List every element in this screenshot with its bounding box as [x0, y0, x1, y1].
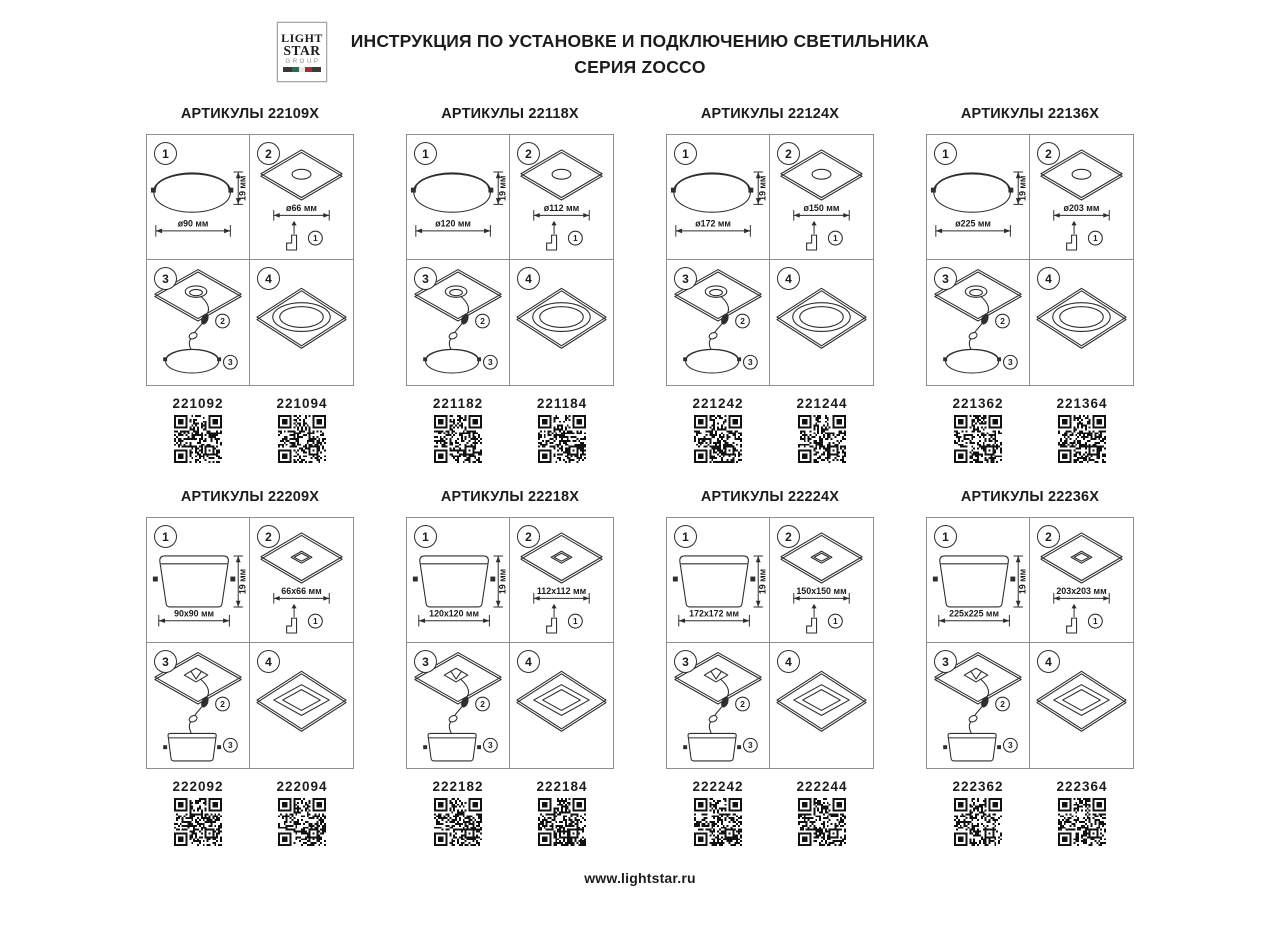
- ceiling-edge-step-icon: [287, 604, 297, 633]
- cutout-label: ø150 мм: [803, 202, 840, 213]
- ref-3-badge: [1004, 738, 1018, 752]
- title-line-1: ИНСТРУКЦИЯ ПО УСТАНОВКЕ И ПОДКЛЮЧЕНИЮ СВЕТИЛЬНИКА: [350, 31, 930, 51]
- ref-3-badge: [224, 355, 238, 369]
- ref-2-badge: [216, 314, 230, 328]
- ref-2-badge: [476, 697, 490, 711]
- installation-steps-box: [926, 134, 1134, 386]
- round-fixture: [683, 349, 741, 373]
- svg-text:3: 3: [488, 740, 493, 751]
- svg-text:1: 1: [573, 233, 578, 244]
- product-panel: [666, 489, 874, 846]
- square-fixture: [683, 733, 741, 760]
- height-dimension: [1014, 172, 1028, 204]
- step-3-cell: [927, 643, 1030, 768]
- width-dimension: [679, 608, 750, 626]
- cutout-label: 66x66 мм: [281, 585, 322, 596]
- svg-text:2: 2: [220, 315, 225, 326]
- step-3-cell: [667, 260, 770, 385]
- step-3-cell: [927, 260, 1030, 385]
- svg-text:3: 3: [1008, 357, 1013, 368]
- width-dimension: [416, 218, 491, 236]
- article-item: [250, 779, 354, 846]
- cutout-label: ø203 мм: [1063, 202, 1100, 213]
- product-panel: [406, 489, 614, 846]
- ref-3-badge: [744, 355, 758, 369]
- step-1-cell: [147, 518, 250, 643]
- height-label: 19 мм: [757, 175, 768, 201]
- step-4-badge: 4: [517, 650, 540, 673]
- height-label: 19 мм: [497, 175, 508, 201]
- width-dimension: [156, 218, 231, 236]
- article-item: [510, 396, 614, 463]
- step-2-cell: [770, 518, 873, 643]
- step-4-badge: 4: [1037, 267, 1060, 290]
- ref-1-badge: [308, 231, 322, 245]
- panel-title: АРТИКУЛЫ 22218X: [440, 489, 580, 505]
- step-1-cell: [407, 518, 510, 643]
- ceiling-edge-step-icon: [1067, 221, 1077, 250]
- step-4-badge: 4: [1037, 650, 1060, 673]
- qr-code: [174, 415, 222, 463]
- articles-row: [406, 396, 614, 463]
- logo-text-group: GROUP: [285, 59, 321, 66]
- step-1-badge: 1: [154, 142, 177, 165]
- installation-steps-box: [666, 134, 874, 386]
- article-item: [146, 779, 250, 846]
- svg-text:2: 2: [1000, 315, 1005, 326]
- step-1-badge: 1: [674, 142, 697, 165]
- svg-text:1: 1: [833, 616, 838, 627]
- article-number: 222184: [536, 779, 588, 794]
- round-fixture: [163, 349, 221, 373]
- step-1-badge: 1: [154, 525, 177, 548]
- article-number: 222364: [1056, 779, 1108, 794]
- svg-text:3: 3: [228, 740, 233, 751]
- svg-text:1: 1: [313, 233, 318, 244]
- svg-text:1: 1: [1093, 616, 1098, 627]
- height-label: 19 мм: [757, 568, 768, 595]
- step-1-badge: 1: [934, 142, 957, 165]
- step-3-cell: [407, 643, 510, 768]
- step-2-cell: [510, 135, 613, 260]
- articles-row: [146, 779, 354, 846]
- ref-1-badge: [568, 614, 582, 628]
- step-3-badge: 3: [934, 650, 957, 673]
- step-3-badge: 3: [674, 267, 697, 290]
- width-label: ø225 мм: [955, 218, 991, 229]
- svg-text:3: 3: [748, 740, 753, 751]
- step-1-cell: [407, 135, 510, 260]
- articles-row: [926, 396, 1134, 463]
- svg-text:3: 3: [488, 357, 493, 368]
- panel-title: АРТИКУЛЫ 22118X: [441, 106, 579, 122]
- step-3-badge: 3: [154, 267, 177, 290]
- ceiling-edge-step-icon: [807, 604, 817, 633]
- step-2-badge: 2: [257, 142, 280, 165]
- logo-flag-stripe: [283, 67, 321, 72]
- step-4-badge: 4: [257, 267, 280, 290]
- installation-steps-box: [406, 517, 614, 769]
- cutout-dimension: [534, 586, 589, 603]
- step-4-badge: 4: [517, 267, 540, 290]
- step-3-cell: [147, 260, 250, 385]
- svg-text:2: 2: [740, 698, 745, 709]
- square-fixture: [423, 733, 481, 760]
- step-1-cell: [667, 518, 770, 643]
- width-label: 225x225 мм: [949, 608, 999, 619]
- title-line-2: СЕРИЯ ZOCCO: [574, 57, 706, 77]
- cutout-dimension: [1054, 586, 1109, 603]
- article-item: [666, 779, 770, 846]
- step-3-badge: 3: [154, 650, 177, 673]
- ref-2-badge: [476, 314, 490, 328]
- ceiling-edge-step-icon: [287, 221, 297, 250]
- wire: [968, 297, 990, 350]
- svg-text:3: 3: [228, 357, 233, 368]
- qr-code: [798, 798, 846, 846]
- step-2-cell: [250, 135, 353, 260]
- product-panel: [146, 106, 354, 463]
- panel-title: АРТИКУЛЫ 22124X: [700, 106, 840, 122]
- width-dimension: [939, 608, 1010, 626]
- step-3-cell: [667, 643, 770, 768]
- product-panel: [926, 106, 1134, 463]
- product-panel: [406, 106, 614, 463]
- qr-code: [694, 798, 742, 846]
- ceiling-edge-step-icon: [1067, 604, 1077, 633]
- step-3-cell: [407, 260, 510, 385]
- height-label: 19 мм: [1017, 175, 1028, 201]
- lightstar-logo: [277, 22, 327, 82]
- ref-2-badge: [736, 697, 750, 711]
- wire: [448, 297, 470, 350]
- round-fixture: [423, 349, 481, 373]
- step-2-cell: [770, 135, 873, 260]
- cutout-dimension: [274, 586, 329, 603]
- qr-code: [1058, 415, 1106, 463]
- svg-text:1: 1: [573, 616, 578, 627]
- step-2-badge: 2: [777, 142, 800, 165]
- svg-text:2: 2: [740, 315, 745, 326]
- article-number: 222094: [276, 779, 328, 794]
- article-number: 222092: [172, 779, 224, 794]
- qr-code: [538, 415, 586, 463]
- height-dimension: [494, 556, 508, 607]
- ceiling-edge-step-icon: [807, 221, 817, 250]
- article-number: 222362: [952, 779, 1004, 794]
- step-2-badge: 2: [517, 525, 540, 548]
- ref-3-badge: [484, 738, 498, 752]
- installation-steps-box: [406, 134, 614, 386]
- article-number: 221182: [432, 396, 484, 411]
- square-fixture: [163, 733, 221, 760]
- logo-text-light: LIGHT: [281, 31, 323, 46]
- round-fixture: [943, 349, 1001, 373]
- articles-row: [666, 396, 874, 463]
- cutout-dimension: [794, 586, 849, 603]
- article-number: 222182: [432, 779, 484, 794]
- width-dimension: [419, 608, 490, 626]
- step-4-cell: [1030, 643, 1133, 768]
- wire: [188, 680, 210, 733]
- height-dimension: [234, 172, 248, 204]
- ref-2-badge: [216, 697, 230, 711]
- installation-steps-box: [146, 517, 354, 769]
- width-label: 172x172 мм: [689, 608, 739, 619]
- article-number: 221092: [172, 396, 224, 411]
- svg-text:2: 2: [480, 698, 485, 709]
- ref-2-badge: [996, 314, 1010, 328]
- article-item: [926, 396, 1030, 463]
- width-label: ø90 мм: [177, 218, 209, 229]
- page-footer: [0, 870, 1280, 886]
- document-title: [0, 22, 1280, 80]
- width-dimension: [936, 218, 1011, 236]
- svg-text:2: 2: [220, 698, 225, 709]
- step-2-cell: [1030, 518, 1133, 643]
- qr-code: [278, 798, 326, 846]
- logo-text-star: STAR: [283, 43, 321, 59]
- height-dimension: [234, 556, 248, 607]
- panel-title: АРТИКУЛЫ 22236X: [960, 489, 1100, 505]
- qr-code: [538, 798, 586, 846]
- article-number: 221362: [952, 396, 1004, 411]
- svg-text:1: 1: [833, 233, 838, 244]
- article-number: 221364: [1056, 396, 1108, 411]
- articles-row: [926, 779, 1134, 846]
- step-1-cell: [927, 135, 1030, 260]
- panel-title: АРТИКУЛЫ 22209X: [180, 489, 320, 505]
- height-dimension: [754, 172, 768, 204]
- wire: [708, 297, 730, 350]
- height-dimension: [1014, 556, 1028, 607]
- product-panel: [666, 106, 874, 463]
- article-item: [510, 779, 614, 846]
- page-header: [0, 22, 1280, 86]
- width-label: 90x90 мм: [174, 608, 215, 619]
- articles-row: [146, 396, 354, 463]
- step-2-cell: [250, 518, 353, 643]
- qr-code: [1058, 798, 1106, 846]
- step-1-cell: [927, 518, 1030, 643]
- step-4-cell: [250, 643, 353, 768]
- width-dimension: [159, 608, 230, 626]
- qr-code: [954, 415, 1002, 463]
- step-1-badge: 1: [934, 525, 957, 548]
- wire: [708, 680, 730, 733]
- article-item: [1030, 779, 1134, 846]
- cutout-dimension: [794, 203, 849, 220]
- ref-2-badge: [736, 314, 750, 328]
- cutout-label: 150x150 мм: [796, 585, 847, 596]
- step-4-badge: 4: [777, 267, 800, 290]
- step-4-cell: [510, 260, 613, 385]
- cutout-dimension: [1054, 203, 1109, 220]
- qr-code: [174, 798, 222, 846]
- ref-1-badge: [828, 614, 842, 628]
- height-label: 19 мм: [237, 175, 248, 201]
- ref-1-badge: [828, 231, 842, 245]
- article-number: 221242: [692, 396, 744, 411]
- step-1-badge: 1: [414, 142, 437, 165]
- qr-code: [434, 415, 482, 463]
- step-2-badge: 2: [777, 525, 800, 548]
- articles-row: [406, 779, 614, 846]
- svg-text:3: 3: [1008, 740, 1013, 751]
- ref-2-badge: [996, 697, 1010, 711]
- step-1-cell: [147, 135, 250, 260]
- step-4-cell: [770, 643, 873, 768]
- article-item: [1030, 396, 1134, 463]
- wire: [968, 680, 990, 733]
- step-4-cell: [1030, 260, 1133, 385]
- cutout-label: ø112 мм: [543, 202, 580, 213]
- step-1-cell: [667, 135, 770, 260]
- article-item: [146, 396, 250, 463]
- svg-text:2: 2: [480, 315, 485, 326]
- width-label: 120x120 мм: [429, 608, 479, 619]
- ref-1-badge: [308, 614, 322, 628]
- svg-text:1: 1: [313, 616, 318, 627]
- svg-text:3: 3: [748, 357, 753, 368]
- cutout-label: ø66 мм: [286, 202, 317, 213]
- panels-grid: [146, 106, 1134, 846]
- ref-1-badge: [568, 231, 582, 245]
- qr-code: [278, 415, 326, 463]
- square-fixture: [943, 733, 1001, 760]
- panel-title: АРТИКУЛЫ 22109X: [180, 106, 320, 122]
- wire: [188, 297, 210, 350]
- step-4-cell: [770, 260, 873, 385]
- wire: [448, 680, 470, 733]
- step-2-badge: 2: [1037, 525, 1060, 548]
- installation-steps-box: [926, 517, 1134, 769]
- height-dimension: [494, 172, 508, 204]
- height-label: 19 мм: [1017, 568, 1028, 595]
- step-2-badge: 2: [517, 142, 540, 165]
- panel-title: АРТИКУЛЫ 22136X: [960, 106, 1100, 122]
- article-item: [926, 779, 1030, 846]
- ref-1-badge: [1088, 231, 1102, 245]
- articles-row: [666, 779, 874, 846]
- article-item: [250, 396, 354, 463]
- ref-3-badge: [1004, 355, 1018, 369]
- step-2-badge: 2: [1037, 142, 1060, 165]
- ref-3-badge: [224, 738, 238, 752]
- step-1-badge: 1: [674, 525, 697, 548]
- step-2-badge: 2: [257, 525, 280, 548]
- ceiling-edge-step-icon: [547, 221, 557, 250]
- installation-steps-box: [146, 134, 354, 386]
- height-dimension: [754, 556, 768, 607]
- step-3-badge: 3: [414, 650, 437, 673]
- step-2-cell: [510, 518, 613, 643]
- step-4-badge: 4: [777, 650, 800, 673]
- article-number: 221184: [536, 396, 588, 411]
- width-dimension: [676, 218, 751, 236]
- height-label: 19 мм: [497, 568, 508, 595]
- step-3-badge: 3: [414, 267, 437, 290]
- panel-title: АРТИКУЛЫ 22224X: [700, 489, 840, 505]
- installation-steps-box: [666, 517, 874, 769]
- ceiling-edge-step-icon: [547, 604, 557, 633]
- svg-text:2: 2: [1000, 698, 1005, 709]
- step-2-cell: [1030, 135, 1133, 260]
- width-label: ø120 мм: [435, 218, 471, 229]
- article-number: 222244: [796, 779, 848, 794]
- article-number: 221244: [796, 396, 848, 411]
- article-item: [406, 779, 510, 846]
- ref-3-badge: [744, 738, 758, 752]
- product-panel: [146, 489, 354, 846]
- article-number: 221094: [276, 396, 328, 411]
- cutout-dimension: [274, 203, 329, 220]
- qr-code: [954, 798, 1002, 846]
- height-label: 19 мм: [237, 568, 248, 595]
- article-item: [770, 779, 874, 846]
- qr-code: [694, 415, 742, 463]
- ref-3-badge: [484, 355, 498, 369]
- product-panel: [926, 489, 1134, 846]
- cutout-label: 112x112 мм: [536, 585, 587, 596]
- cutout-dimension: [534, 203, 589, 220]
- width-label: ø172 мм: [695, 218, 731, 229]
- step-3-badge: 3: [934, 267, 957, 290]
- cutout-label: 203x203 мм: [1056, 585, 1107, 596]
- step-3-cell: [147, 643, 250, 768]
- ref-1-badge: [1088, 614, 1102, 628]
- article-item: [406, 396, 510, 463]
- website-url: www.lightstar.ru: [584, 870, 696, 886]
- article-item: [770, 396, 874, 463]
- step-3-badge: 3: [674, 650, 697, 673]
- article-number: 222242: [692, 779, 744, 794]
- step-4-cell: [510, 643, 613, 768]
- svg-text:1: 1: [1093, 233, 1098, 244]
- qr-code: [434, 798, 482, 846]
- step-4-badge: 4: [257, 650, 280, 673]
- article-item: [666, 396, 770, 463]
- qr-code: [798, 415, 846, 463]
- step-1-badge: 1: [414, 525, 437, 548]
- step-4-cell: [250, 260, 353, 385]
